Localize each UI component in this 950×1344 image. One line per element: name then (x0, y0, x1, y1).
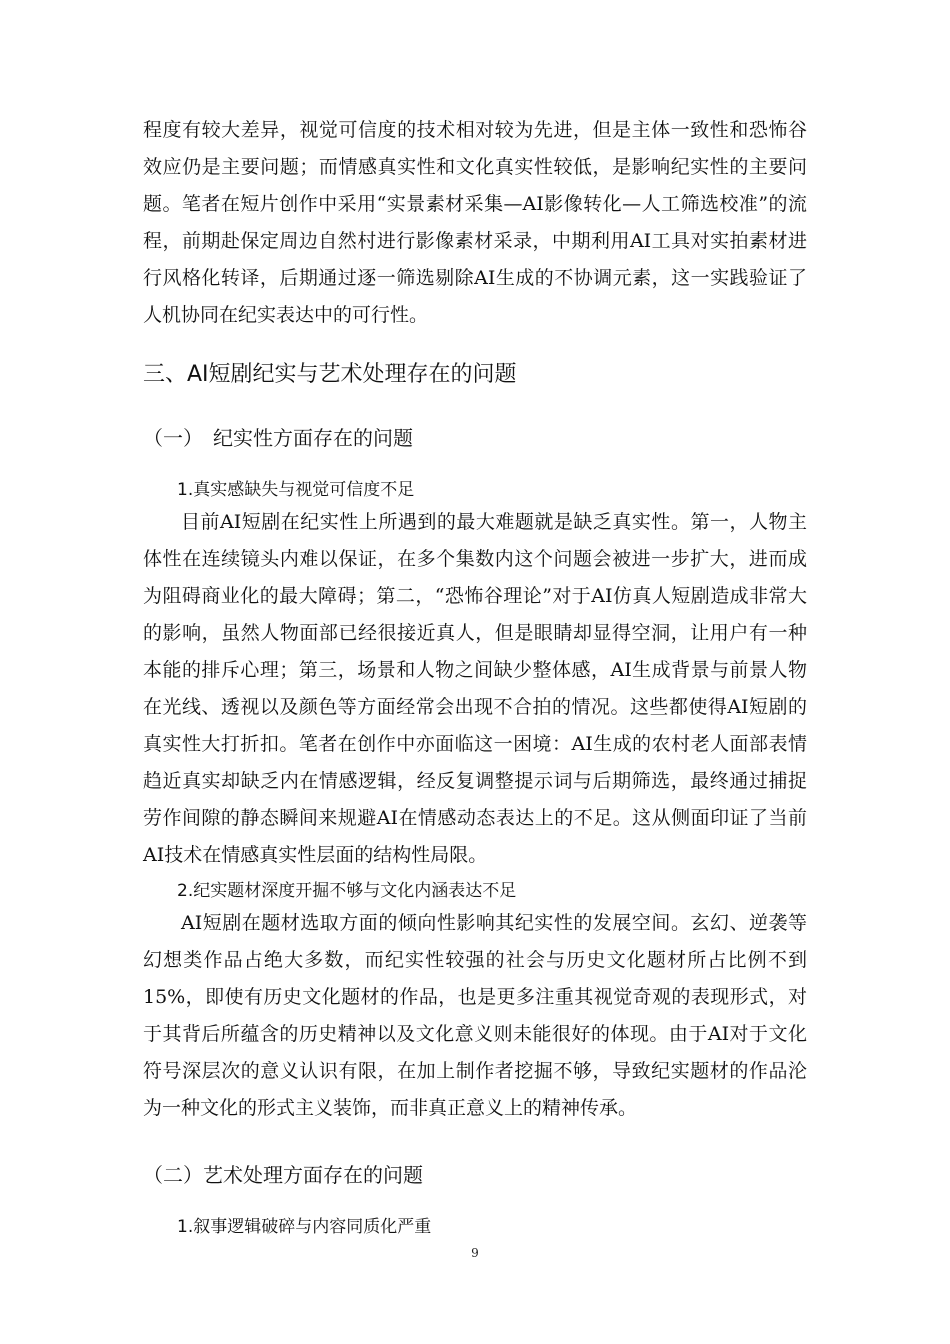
item-heading-3: 1.叙事逻辑破碎与内容同质化严重 (177, 1217, 432, 1237)
page-number: 9 (471, 1246, 479, 1260)
item-heading-1: 1.真实感缺失与视觉可信度不足 (177, 480, 415, 500)
subsection-title: 纪实性方面存在的问题 (213, 426, 413, 450)
page-content (143, 112, 807, 1241)
item-paragraph-2: AI短剧在题材选取方面的倾向性影响其纪实性的发展空间。玄幻、逆袭等幻想类作品占绝大多数，而纪实性较强的社会与历史文化题材所占比例不到15%，即使有历史文化题材的作品，也是更多注重其视觉奇观的表现形式，对于其背后所蕴含的历史精神以及文化意义则未能很好的体现。由于AI对于文化符号深层次的意义认识有限，在加上制作者挖掘不够，导致纪实题材的作品沦为一种文化的形式主义装饰，而非真正意义上的精神传承。 (143, 912, 807, 1119)
intro-paragraph: 程度有较大差异，视觉可信度的技术相对较为先进，但是主体一致性和恐怖谷效应仍是主要问题；而情感真实性和文化真实性较低，是影响纪实性的主要问题。笔者在短片创作中采用“实景素材采集—AI影像转化—人工筛选校准”的流程，前期赴保定周边自然村进行影像素材采录，中期利用AI工具对实拍素材进行风格化转译，后期通过逐一筛选剔除AI生成的不协调元素，这一实践验证了人机协同在纪实表达中的可行性。 (143, 119, 807, 326)
subsection-number: （一） (143, 426, 203, 450)
item-paragraph-1: 目前AI短剧在纪实性上所遇到的最大难题就是缺乏真实性。第一，人物主体性在连续镜头内难以保证，在多个集数内这个问题会被进一步扩大，进而成为阻碍商业化的最大障碍；第二，“恐怖谷理论”对于AI仿真人短剧造成非常大的影响，虽然人物面部已经很接近真人，但是眼睛却显得空洞，让用户有一种本能的排斥心理；第三，场景和人物之间缺少整体感，AI生成背景与前景人物在光线、透视以及颜色等方面经常会出现不合拍的情况。这些都使得AI短剧的真实性大打折扣。笔者在创作中亦面临这一困境：AI生成的农村老人面部表情趋近真实却缺乏内在情感逻辑，经反复调整提示词与后期筛选，最终通过捕捉劳作间隙的静态瞬间来规避AI在情感动态表达上的不足。这从侧面印证了当前AI技术在情感真实性层面的结构性局限。 (143, 511, 807, 866)
subsection-heading-1 (143, 424, 807, 452)
item-heading-2: 2.纪实题材深度开掘不够与文化内涵表达不足 (177, 881, 517, 901)
section-heading: 三、AI短剧纪实与艺术处理存在的问题 (143, 362, 517, 387)
subsection-heading-2: （二）艺术处理方面存在的问题 (143, 1163, 423, 1187)
